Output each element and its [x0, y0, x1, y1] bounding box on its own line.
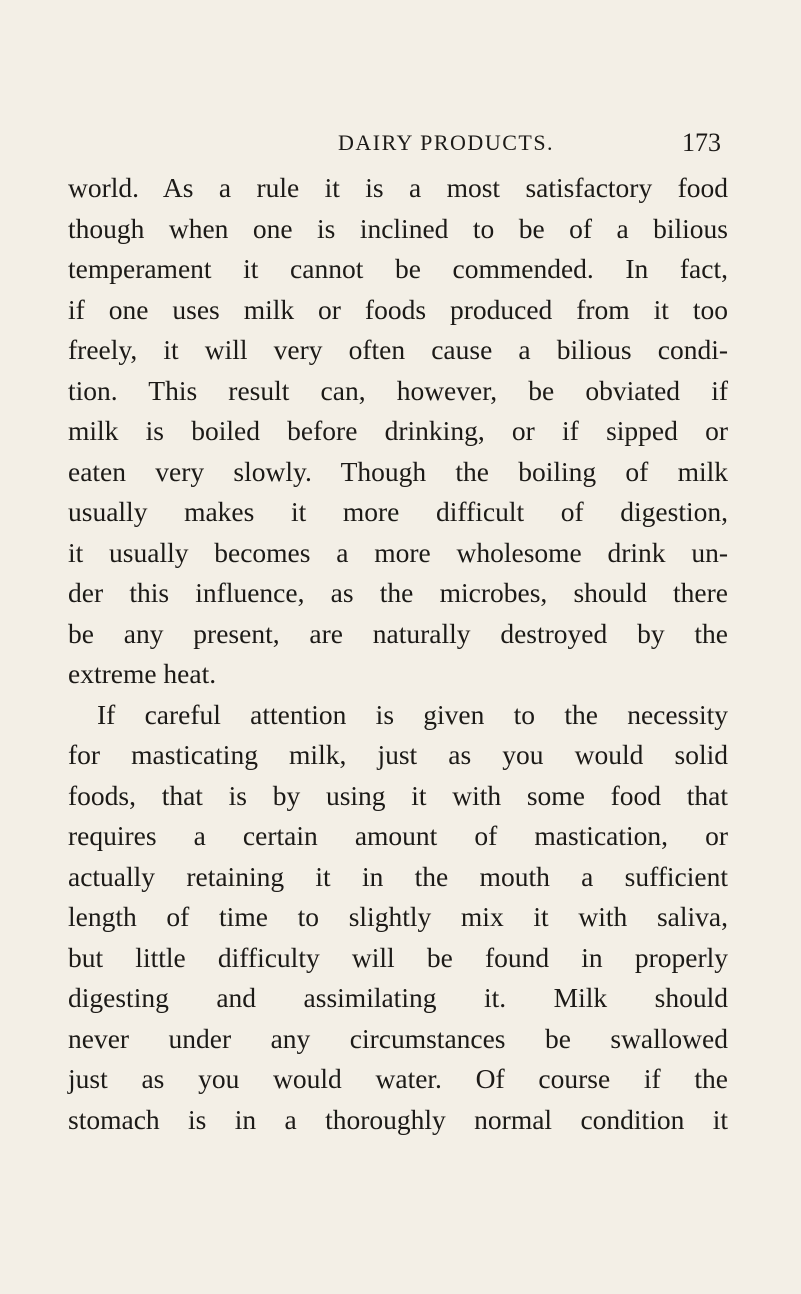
text-line: requires a certain amount of mastication, or	[68, 820, 728, 851]
paragraph-start-line: If careful attention is given to the necessity	[97, 698, 728, 730]
text-line: stomach is in a thoroughly normal condition it	[68, 1103, 728, 1135]
text-line: for masticating milk, just as you would solid	[68, 739, 728, 770]
text-line: it usually becomes a more wholesome drink un-	[68, 536, 728, 568]
page-number: 173	[682, 128, 721, 157]
text-line: eaten very slowly. Though the boiling of milk	[68, 455, 728, 487]
text-line: just as you would water. Of course if the	[68, 1063, 728, 1094]
text-line: but little difficulty will be found in properly	[68, 941, 728, 973]
text-line: der this influence, as the microbes, should there	[68, 577, 728, 608]
text-line: if one uses milk or foods produced from it too	[68, 293, 728, 325]
text-line: tion. This result can, however, be obviated if	[68, 374, 728, 406]
paragraph-end-line: extreme heat.	[68, 658, 217, 689]
text-line: usually makes it more difficult of digestion,	[68, 496, 728, 527]
text-line: world. As a rule it is a most satisfactory food	[68, 172, 728, 203]
body-text	[68, 168, 728, 1140]
text-line: actually retaining it in the mouth a sufficient	[68, 860, 728, 892]
text-line: milk is boiled before drinking, or if sipped or	[68, 415, 728, 446]
text-line: never under any circumstances be swallowed	[68, 1022, 728, 1054]
running-title: DAIRY PRODUCTS.	[338, 130, 555, 155]
text-line: length of time to slightly mix it with saliva,	[68, 901, 728, 932]
text-line: digesting and assimilating it. Milk should	[68, 982, 728, 1013]
text-line: temperament it cannot be commended. In fact,	[68, 253, 728, 284]
text-line: though when one is inclined to be of a bilious	[68, 212, 728, 244]
text-line: be any present, are naturally destroyed by the	[68, 617, 728, 649]
text-line: freely, it will very often cause a bilious condi-	[68, 334, 728, 365]
text-line: foods, that is by using it with some food that	[68, 779, 728, 811]
running-head	[0, 128, 801, 164]
